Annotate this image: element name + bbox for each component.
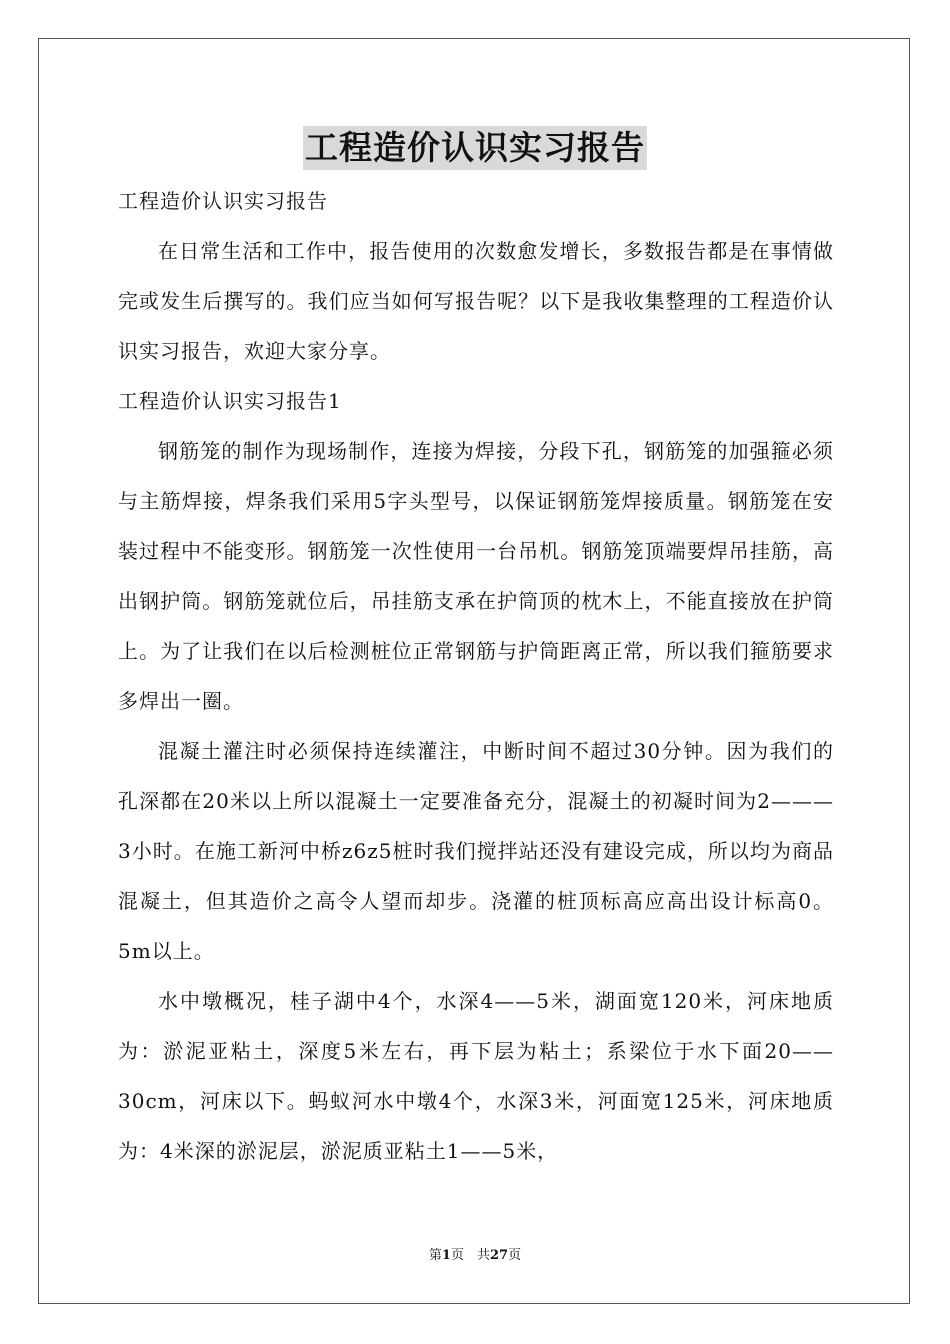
document-subtitle: 工程造价认识实习报告	[118, 189, 328, 213]
body-paragraph: 钢筋笼的制作为现场制作，连接为焊接，分段下孔，钢筋笼的加强箍必须与主筋焊接，焊条我们采用5字头型号，以保证钢筋笼焊接质量。钢筋笼在安装过程中不能变形。钢筋笼一次性使用一台吊机。钢筋笼顶端要焊吊挂筋，高出钢护筒。钢筋笼就位后，吊挂筋支承在护筒顶的枕木上，不能直接放在护筒上。为了让我们在以后检测桩位正常钢筋与护筒距离正常，所以我们箍筋要求多焊出一圈。	[118, 439, 834, 713]
body-paragraph: 水中墩概况，桂子湖中4个，水深4——5米，湖面宽120米，河床地质为：淤泥亚粘土，深度5米左右，再下层为粘土；系梁位于水下面20——30cm，河床以下。蚂蚁河水中墩4个，水深3米，河面宽125米，河床地质为：4米深的淤泥层，淤泥质亚粘土1——5米，	[118, 989, 834, 1163]
footer-prefix: 第	[428, 1248, 442, 1263]
document-body	[118, 176, 834, 1176]
title-container	[0, 126, 950, 170]
page-footer	[0, 1247, 950, 1265]
footer-mid: 页 共	[450, 1248, 490, 1263]
section-heading: 工程造价认识实习报告1	[118, 389, 342, 413]
intro-paragraph: 在日常生活和工作中，报告使用的次数愈发增长，多数报告都是在事情做完或发生后撰写的。我们应当如何写报告呢？以下是我收集整理的工程造价认识实习报告，欢迎大家分享。	[118, 239, 834, 363]
body-paragraph: 混凝土灌注时必须保持连续灌注，中断时间不超过30分钟。因为我们的孔深都在20米以上所以混凝土一定要准备充分，混凝土的初凝时间为2———3小时。在施工新河中桥z6z5桩时我们搅拌站还没有建设完成，所以均为商品混凝土，但其造价之高令人望而却步。浇灌的桩顶标高应高出设计标高0。5m以上。	[118, 739, 834, 963]
footer-page-total: 27	[489, 1248, 509, 1263]
footer-page-current: 1	[441, 1248, 451, 1263]
document-title: 工程造价认识实习报告	[303, 126, 647, 170]
footer-suffix: 页	[508, 1248, 522, 1263]
